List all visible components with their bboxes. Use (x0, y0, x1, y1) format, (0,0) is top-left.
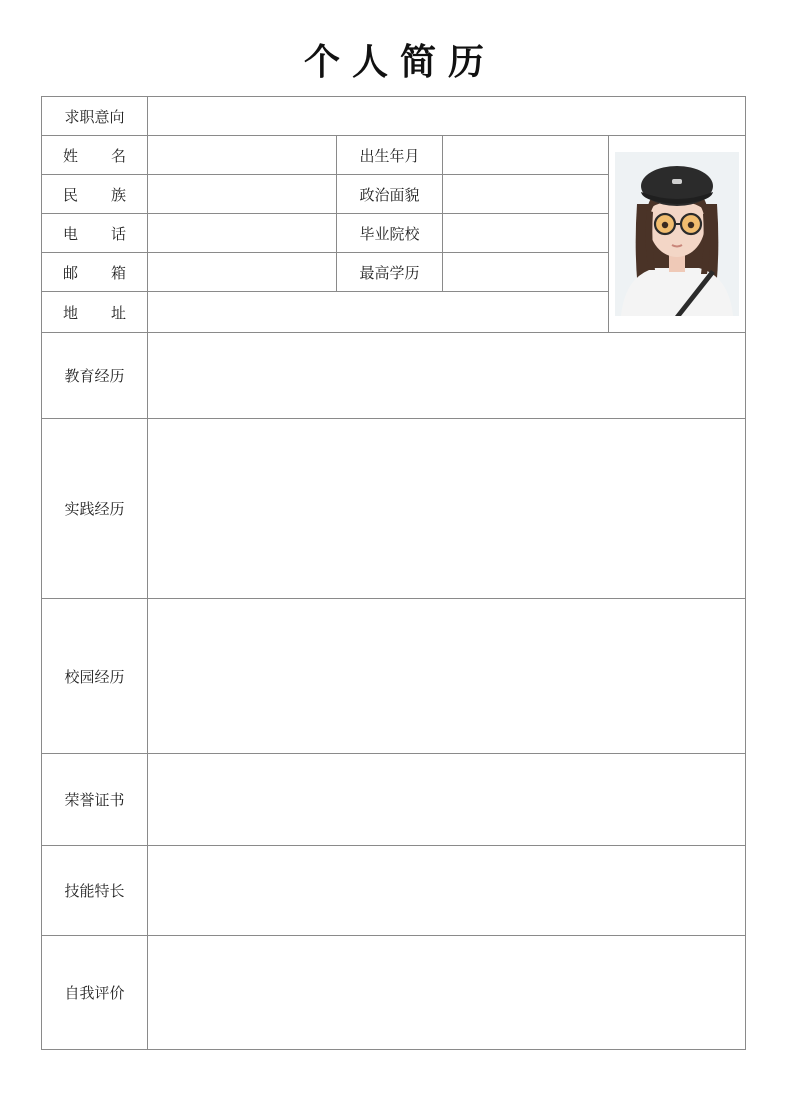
label-skills-text: 技能特长 (64, 882, 125, 900)
label-address (41, 291, 148, 333)
label-school-text: 毕业院校 (359, 224, 420, 243)
label-job-intent-text: 求职意向 (64, 107, 125, 126)
label-phone (41, 213, 148, 253)
label-phone-char-2: 话 (110, 224, 126, 243)
name-field[interactable] (147, 135, 337, 175)
label-practice (41, 418, 148, 599)
label-political-text: 政治面貌 (359, 185, 420, 204)
label-name-char-1: 姓 (63, 146, 79, 165)
label-school (336, 213, 443, 253)
label-campus (41, 598, 148, 754)
label-birth (336, 135, 443, 175)
education-field[interactable] (147, 332, 746, 419)
label-practice-text: 实践经历 (64, 500, 125, 518)
degree-field[interactable] (442, 252, 609, 292)
label-email-char-1: 邮 (63, 263, 79, 282)
label-address-char-1: 地 (63, 303, 79, 322)
label-degree-text: 最高学历 (359, 263, 420, 282)
resume-table (41, 96, 746, 1050)
label-skills (41, 845, 148, 936)
label-self-eval (41, 935, 148, 1050)
skills-field[interactable] (147, 845, 746, 936)
label-education-text: 教育经历 (64, 367, 125, 385)
label-ethnicity-char-2: 族 (110, 185, 126, 204)
school-field[interactable] (442, 213, 609, 253)
self-eval-field[interactable] (147, 935, 746, 1050)
label-email (41, 252, 148, 292)
campus-field[interactable] (147, 598, 746, 754)
honors-field[interactable] (147, 753, 746, 846)
label-self-eval-text: 自我评价 (64, 984, 125, 1002)
label-honors-text: 荣誉证书 (64, 791, 125, 809)
label-birth-text: 出生年月 (359, 146, 420, 165)
address-field[interactable] (147, 291, 609, 333)
label-political (336, 174, 443, 214)
label-honors (41, 753, 148, 846)
practice-field[interactable] (147, 418, 746, 599)
label-email-char-2: 箱 (110, 263, 126, 282)
label-campus-text: 校园经历 (64, 667, 125, 686)
email-field[interactable] (147, 252, 337, 292)
label-address-char-2: 址 (110, 303, 126, 322)
avatar-photo-icon (615, 152, 739, 316)
label-degree (336, 252, 443, 292)
page-title: 个人简历 (303, 41, 496, 83)
label-phone-char-1: 电 (63, 224, 79, 243)
label-ethnicity-char-1: 民 (63, 185, 79, 204)
phone-field[interactable] (147, 213, 337, 253)
political-field[interactable] (442, 174, 609, 214)
ethnicity-field[interactable] (147, 174, 337, 214)
photo-cell[interactable] (608, 135, 746, 333)
label-education (41, 332, 148, 419)
job-intent-field[interactable] (147, 96, 746, 136)
label-name (41, 135, 148, 175)
birth-field[interactable] (442, 135, 609, 175)
label-name-char-2: 名 (110, 146, 126, 165)
label-job-intent (41, 96, 148, 136)
label-ethnicity (41, 174, 148, 214)
